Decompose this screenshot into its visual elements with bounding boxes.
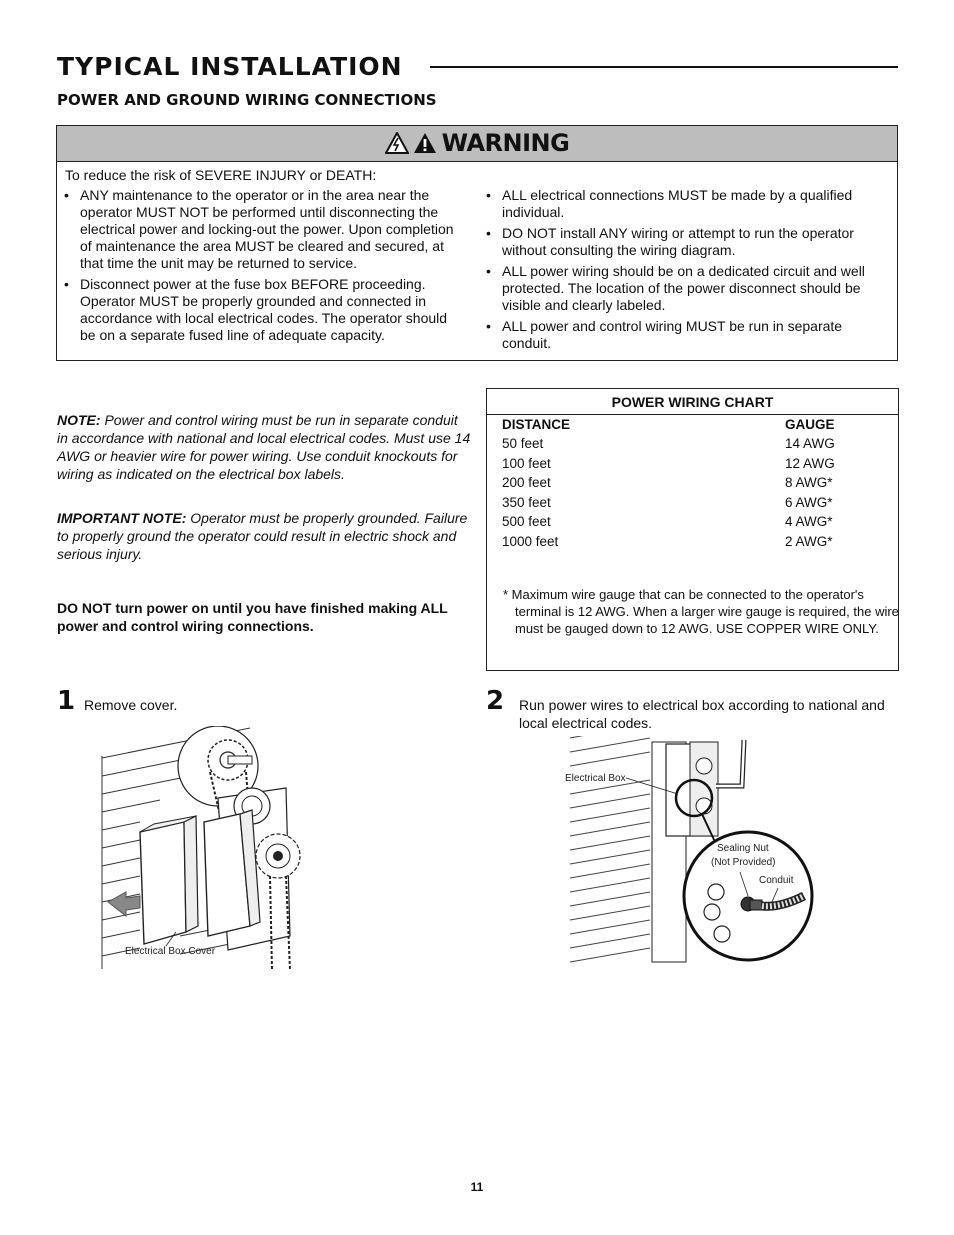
gauge-cell: 2 AWG* bbox=[785, 534, 833, 549]
electrical-box-label: Electrical Box bbox=[565, 773, 626, 784]
table-row bbox=[487, 534, 898, 554]
note-paragraph bbox=[57, 411, 472, 483]
step-1-text: Remove cover. bbox=[84, 697, 178, 713]
table-row bbox=[487, 514, 898, 534]
do-not-power-note: DO NOT turn power on until you have finished making ALL power and control wiring connections. bbox=[57, 600, 448, 634]
chart-footnote: * Maximum wire gauge that can be connected to the operator's terminal is 12 AWG. When a larger wire gauge is required, the wire must be gauged down to 12 AWG. USE COPPER WIRE ONLY. bbox=[503, 587, 899, 636]
gauge-cell: 6 AWG* bbox=[785, 495, 833, 510]
distance-cell: 100 feet bbox=[502, 456, 551, 471]
distance-cell: 50 feet bbox=[502, 436, 544, 451]
electrical-box-cover-label: Electrical Box Cover bbox=[125, 946, 216, 957]
warning-right-column bbox=[486, 187, 886, 356]
step-2-text: Run power wires to electrical box according to national and local electrical codes. bbox=[519, 697, 885, 731]
warning-item: • Disconnect power at the fuse box BEFORE proceeding. Operator MUST be properly grounded and connected in accordance with local electrical codes. The operator should be on a separate fused line of adequate capacity. bbox=[64, 276, 464, 344]
page-title: TYPICAL INSTALLATION bbox=[57, 52, 403, 81]
alert-triangle-icon bbox=[413, 132, 437, 154]
gauge-cell: 4 AWG* bbox=[785, 514, 833, 529]
warning-header bbox=[57, 126, 897, 162]
step-2-number: 2 bbox=[486, 686, 505, 716]
gauge-cell: 14 AWG bbox=[785, 436, 835, 451]
sealing-nut-label: Sealing Nut bbox=[717, 843, 769, 854]
section-subtitle: POWER AND GROUND WIRING CONNECTIONS bbox=[57, 91, 437, 109]
chart-title: POWER WIRING CHART bbox=[487, 389, 898, 415]
title-rule bbox=[430, 66, 898, 68]
step-1-number: 1 bbox=[57, 686, 76, 716]
distance-cell: 500 feet bbox=[502, 514, 551, 529]
warning-item: • ALL electrical connections MUST be made by a qualified individual. bbox=[486, 187, 886, 221]
gauge-cell: 12 AWG bbox=[785, 456, 835, 471]
table-row bbox=[487, 495, 898, 515]
power-wiring-chart bbox=[486, 388, 899, 671]
table-row bbox=[487, 436, 898, 456]
electric-hazard-icon bbox=[385, 132, 409, 154]
warning-heading: WARNING bbox=[441, 129, 570, 157]
table-row bbox=[487, 475, 898, 495]
note-text: Power and control wiring must be run in separate conduit in accordance with national and local electrical codes. Must use 14 AWG or heavier wire for power wiring. Use conduit knockouts for wiring as indicated on the electrical box labels. bbox=[57, 412, 471, 482]
distance-cell: 200 feet bbox=[502, 475, 551, 490]
not-provided-label: (Not Provided) bbox=[711, 857, 776, 868]
warning-item: • ANY maintenance to the operator or in the area near the operator MUST NOT be performed until disconnecting the electrical power and locking-out the power. Upon completion of maintenance the area MUST be cleared and secured, at that time the unit may be returned to service. bbox=[64, 187, 464, 272]
warning-item: • DO NOT install ANY wiring or attempt to run the operator without consulting the wiring diagram. bbox=[486, 225, 886, 259]
table-row bbox=[487, 456, 898, 476]
distance-cell: 350 feet bbox=[502, 495, 551, 510]
warning-box bbox=[56, 125, 898, 361]
warning-left-column bbox=[64, 187, 464, 348]
important-note-label: IMPORTANT NOTE: bbox=[57, 510, 187, 526]
distance-column-header: DISTANCE bbox=[502, 417, 571, 432]
warning-item: • ALL power and control wiring MUST be run in separate conduit. bbox=[486, 318, 886, 352]
warning-item: • ALL power wiring should be on a dedicated circuit and well protected. The location of the power disconnect should be visible and clearly labeled. bbox=[486, 263, 886, 314]
note-label: NOTE: bbox=[57, 412, 101, 428]
remove-cover-illustration bbox=[100, 726, 330, 972]
gauge-column-header: GAUGE bbox=[785, 417, 835, 432]
electrical-box-wiring-illustration bbox=[566, 736, 816, 966]
page-number: 11 bbox=[470, 1180, 484, 1194]
conduit-label: Conduit bbox=[759, 875, 794, 886]
warning-intro: To reduce the risk of SEVERE INJURY or DEATH: bbox=[65, 167, 377, 183]
distance-cell: 1000 feet bbox=[502, 534, 559, 549]
important-note-paragraph bbox=[57, 509, 472, 563]
important-note-text: Operator must be properly grounded. Failure to properly ground the operator could result in electric shock and serious injury. bbox=[57, 510, 468, 562]
gauge-cell: 8 AWG* bbox=[785, 475, 833, 490]
